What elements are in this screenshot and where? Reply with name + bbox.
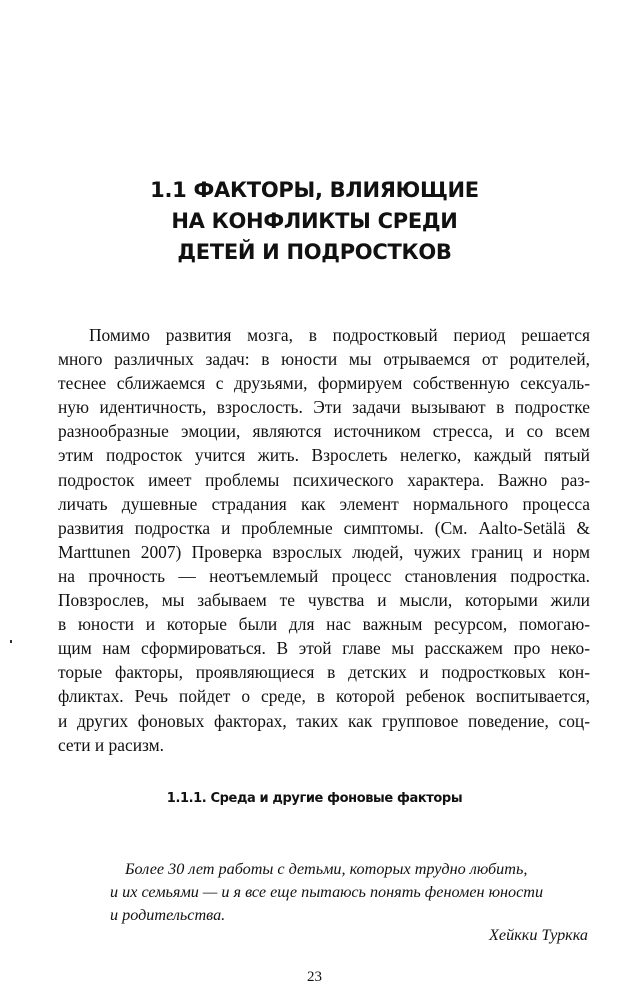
epigraph-line: Более 30 лет работы с детьми, которых трудно любить, — [125, 860, 528, 878]
chapter-title — [0, 175, 629, 268]
paragraph-line: Повзрослев, мы забываем те чувства и мысли, которыми жили — [58, 590, 590, 611]
paragraph-line: личать душевные страдания как элемент нормального процесса — [58, 493, 590, 514]
paragraph-line: щим нам сформироваться. В этой главе мы расскажем про неко- — [58, 638, 590, 659]
body-paragraph — [58, 323, 590, 757]
paragraph-line: подросток имеет проблемы психического характера. Важно раз- — [58, 469, 590, 490]
epigraph-author: Хейкки Туркка — [489, 926, 588, 944]
paragraph-line: ную идентичность, взрослость. Эти задачи вызывают в подростке — [58, 397, 590, 418]
paragraph-line: Помимо развития мозга, в подростковый период решается — [89, 325, 590, 345]
paragraph-line: фликтах. Речь пойдет о среде, в которой ребенок воспитывается, — [58, 686, 590, 707]
chapter-title-line: 1.1 ФАКТОРЫ, ВЛИЯЮЩИЕ — [150, 178, 479, 202]
chapter-title-line: ДЕТЕЙ И ПОДРОСТКОВ — [177, 240, 452, 264]
epigraph — [110, 858, 590, 927]
paragraph-line: разнообразные эмоции, являются источником стресса, и со всем — [58, 421, 590, 442]
chapter-title-line: НА КОНФЛИКТЫ СРЕДИ — [171, 209, 458, 233]
paragraph-line: в юности и которые были для нас важным ресурсом, помогаю- — [58, 614, 590, 635]
page-number: 23 — [307, 969, 322, 985]
paragraph-line: много различных задач: в юности мы отрываемся от родителей, — [58, 349, 590, 370]
paragraph-line: торые факторы, проявляющиеся в детских и подростковых кон- — [58, 662, 590, 683]
paragraph-line: теснее сближаемся с друзьями, формируем собственную сексуаль- — [58, 373, 590, 394]
paragraph-line: и других фоновых факторах, таких как групповое поведение, соц- — [58, 710, 590, 731]
section-title: 1.1.1. Среда и другие фоновые факторы — [166, 791, 463, 806]
paragraph-line: сети и расизм. — [58, 734, 164, 755]
margin-speck — [10, 640, 12, 643]
paragraph-line: Marttunen 2007) Проверка взрослых людей, чужих границ и норм — [58, 541, 590, 562]
epigraph-line: и родительства. — [110, 906, 226, 924]
paragraph-line: этим подросток учится жить. Взрослеть нелегко, каждый пятый — [58, 445, 590, 466]
paragraph-line: развития подростка и проблемные симптомы. (См. Aalto-Setälä & — [58, 517, 590, 538]
epigraph-line: и их семьями — и я все еще пытаюсь понять феномен юности — [110, 883, 544, 901]
paragraph-line: на прочность — неотъемлемый процесс становления подростка. — [58, 565, 590, 586]
